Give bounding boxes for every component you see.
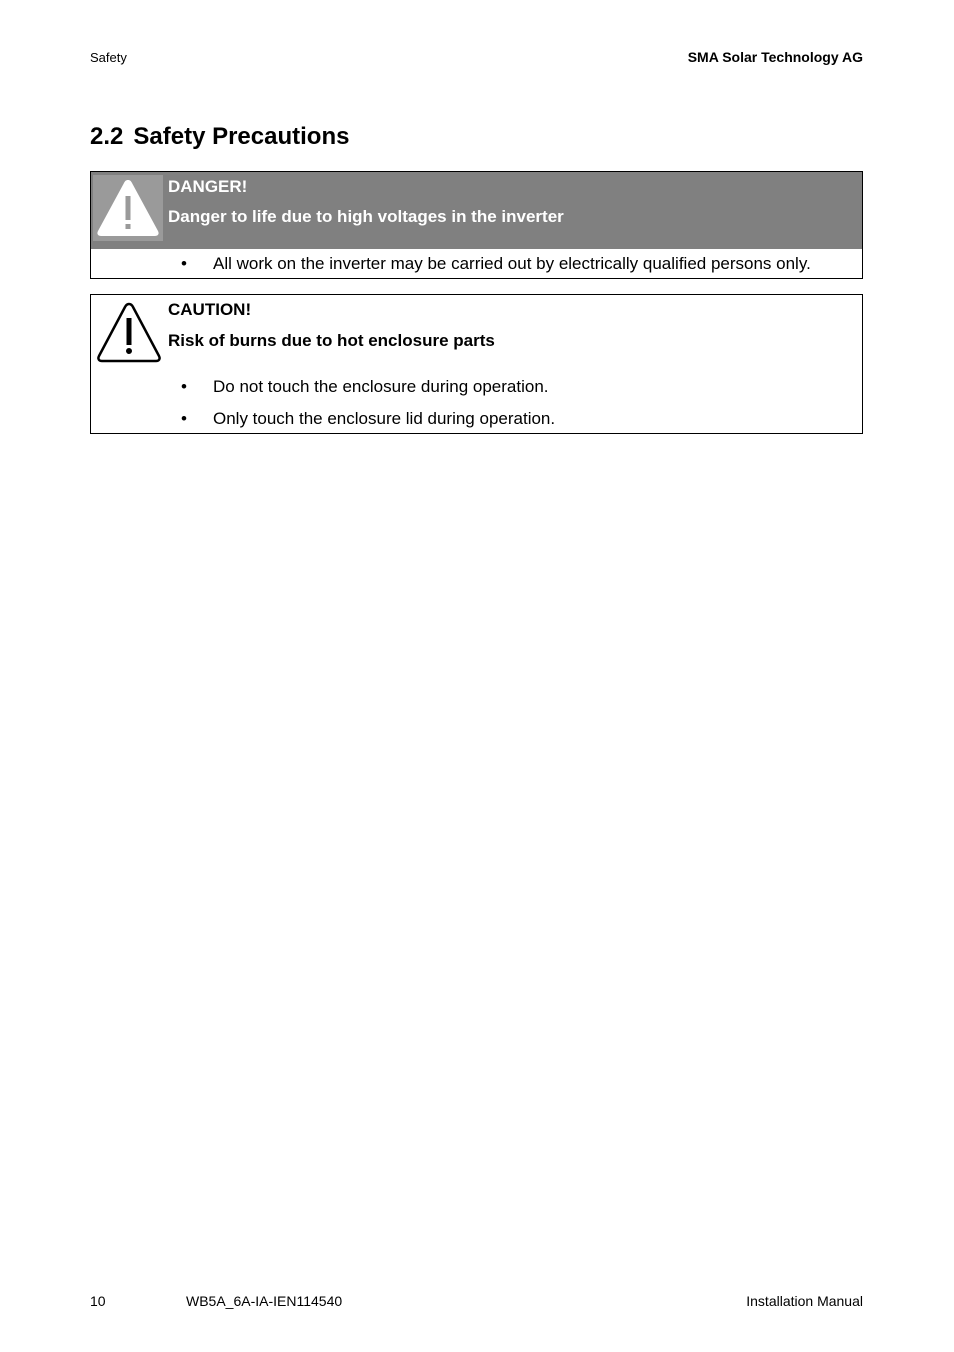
danger-header [91, 172, 862, 249]
caution-bullet-text: Do not touch the enclosure during operation. [213, 377, 549, 396]
bullet-icon: • [181, 377, 187, 396]
bullet-icon: • [181, 409, 187, 428]
warning-triangle-icon [93, 175, 163, 241]
running-header-company: SMA Solar Technology AG [687, 49, 863, 65]
caution-bullet-item [181, 377, 549, 397]
caution-bullet-text: Only touch the enclosure lid during operation. [213, 409, 556, 428]
caution-notice [90, 294, 863, 434]
running-header-section: Safety [90, 50, 127, 65]
caution-message: Risk of burns due to hot enclosure parts [168, 331, 495, 350]
bullet-icon: • [181, 254, 187, 273]
manual-title: Installation Manual [746, 1293, 863, 1309]
caution-label: CAUTION! [168, 300, 252, 319]
page-number: 10 [90, 1293, 106, 1309]
danger-bullet-item [181, 254, 811, 274]
danger-message: Danger to life due to high voltages in the inverter [168, 207, 564, 226]
caution-bullet-item [181, 409, 555, 429]
danger-notice [90, 171, 863, 279]
section-heading [90, 123, 349, 151]
document-code: WB5A_6A-IA-IEN114540 [186, 1293, 343, 1309]
section-title: Safety Precautions [133, 123, 350, 150]
danger-label: DANGER! [168, 177, 248, 196]
section-number: 2.2 [90, 123, 124, 150]
warning-triangle-outline-icon [96, 301, 162, 368]
danger-bullet-text: All work on the inverter may be carried out by electrically qualified persons only. [213, 254, 811, 273]
